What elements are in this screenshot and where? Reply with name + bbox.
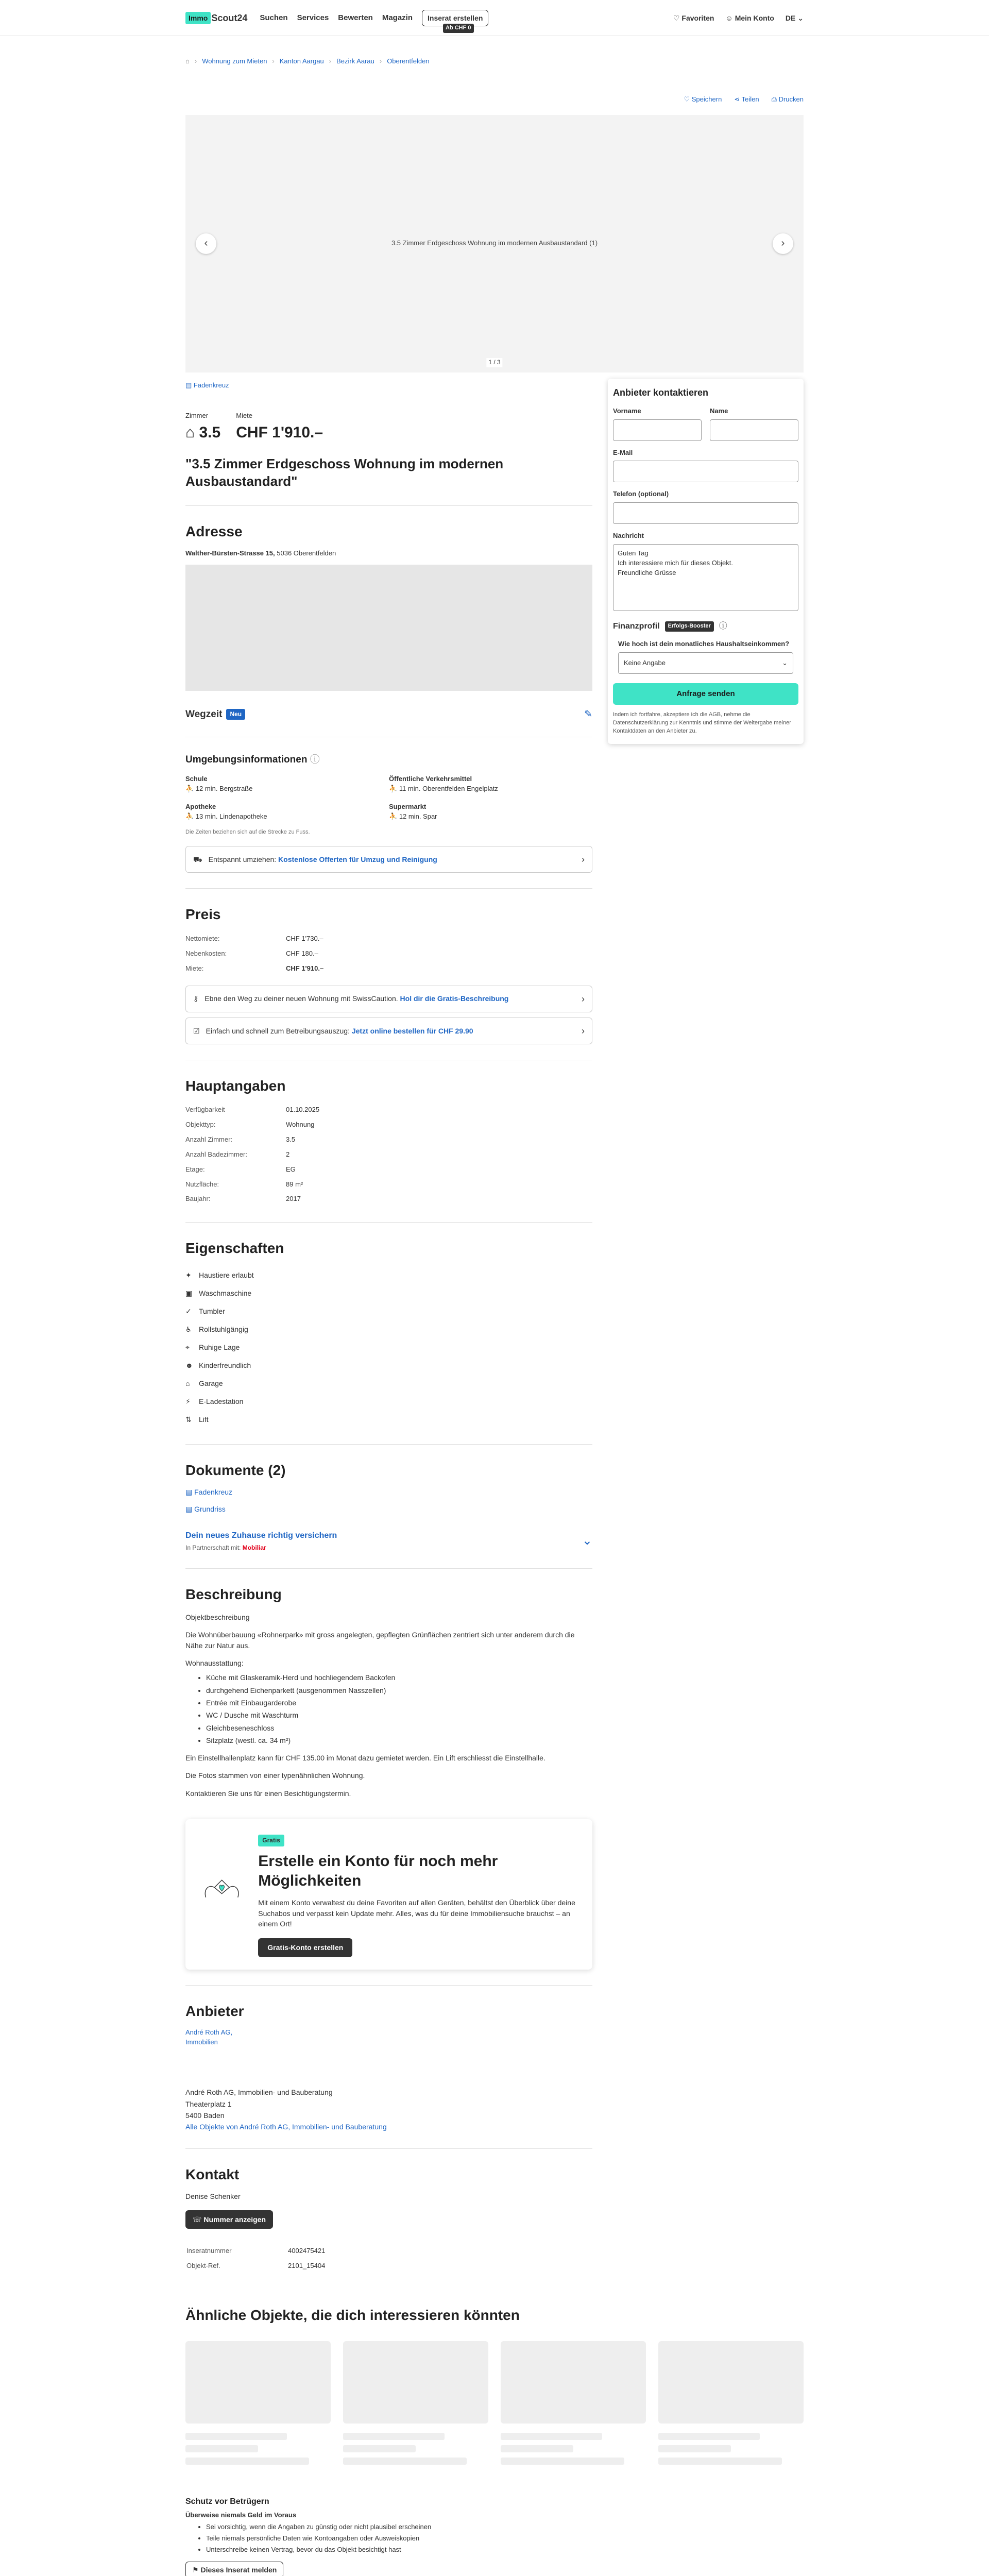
chevron-right-icon: › bbox=[582, 1025, 585, 1036]
listing-actions bbox=[185, 66, 804, 105]
chevron-right-icon: › bbox=[582, 993, 585, 1004]
description-paragraph: Wohnausstattung: bbox=[185, 1659, 244, 1668]
fraud-list bbox=[185, 2522, 804, 2555]
document-link[interactable] bbox=[185, 1504, 592, 1514]
income-select-value: Keine Angabe bbox=[624, 658, 666, 667]
info-key: Anzahl Badezimmer: bbox=[185, 1150, 247, 1158]
list-item: • Küche mit Glaskeramik-Herd und hochliegendem Backofen bbox=[206, 1672, 592, 1683]
table-row bbox=[185, 1117, 319, 1132]
promo-text: Ebne den Weg zu deiner neuen Wohnung mit SwissCaution. bbox=[204, 994, 398, 1003]
language-switch[interactable] bbox=[786, 13, 804, 23]
description-heading: Beschreibung bbox=[185, 1586, 282, 1602]
provider-logo[interactable]: André Roth AG, Immobilien bbox=[185, 2028, 233, 2046]
breadcrumb-item[interactable]: Kanton Aargau bbox=[279, 57, 324, 65]
location-icon: ⌖ bbox=[185, 1343, 190, 1352]
signup-heading: Erstelle ein Konto für noch mehr Möglichkeiten bbox=[258, 1853, 498, 1889]
env-key: Öffentliche Verkehrsmittel bbox=[389, 775, 472, 783]
paw-icon: ✦ bbox=[185, 1271, 192, 1280]
form-legal-text: Indem ich fortfahre, akzeptiere ich die AGB, nehme die Datenschutzerklärung zur Kenntnis und stimme der Weitergabe meiner Kontaktdaten an den Anbieter zu. bbox=[613, 711, 791, 734]
chevron-right-icon: › bbox=[582, 854, 585, 865]
table-row bbox=[186, 2259, 325, 2273]
account-label: Mein Konto bbox=[735, 13, 774, 22]
walk-icon: ⛹ bbox=[185, 784, 196, 792]
gallery-counter: 1 / 3 bbox=[486, 358, 502, 367]
first-name-label: Vorname bbox=[613, 406, 641, 415]
main-info-table bbox=[185, 1103, 319, 1207]
feature-label: Rollstuhlgängig bbox=[199, 1325, 248, 1334]
breadcrumb-item[interactable]: Bezirk Aarau bbox=[336, 57, 374, 65]
address-street: Walther-Bürsten-Strasse 15, bbox=[185, 549, 275, 557]
rent-value: CHF 1'910.– bbox=[236, 424, 323, 442]
nav-item-suchen[interactable]: Suchen bbox=[260, 13, 288, 23]
insert-listing-button[interactable] bbox=[422, 10, 488, 31]
insert-price-badge: Ab CHF 0 bbox=[443, 24, 474, 33]
heart-icon: ♡ bbox=[673, 13, 680, 22]
debt-extract-promo[interactable] bbox=[185, 1018, 592, 1044]
provider-heading: Anbieter bbox=[185, 2003, 244, 2019]
contact-sidebar bbox=[608, 379, 804, 2274]
insurance-sub: In Partnerschaft mit: bbox=[185, 1544, 241, 1552]
commute-label: Wegzeit bbox=[185, 708, 223, 720]
divider bbox=[185, 888, 592, 889]
feature-label: Kinderfreundlich bbox=[199, 1361, 251, 1370]
main-info-heading: Hauptangaben bbox=[185, 1077, 286, 1094]
promo-link[interactable]: Hol dir die Gratis-Beschreibung bbox=[400, 994, 509, 1003]
list-item: • durchgehend Eichenparkett (ausgenommen Nasszellen) bbox=[206, 1685, 592, 1696]
washing-machine-icon: ▣ bbox=[185, 1289, 193, 1298]
commute-section bbox=[185, 707, 592, 722]
insert-listing-label: Inserat erstellen bbox=[428, 13, 483, 22]
address-heading: Adresse bbox=[185, 523, 243, 540]
share-button[interactable] bbox=[734, 95, 759, 105]
env-value: 12 min. Bergstraße bbox=[195, 784, 253, 792]
description-paragraph: Die Wohnüberbauung «Rohnerpark» mit gross angelegten, gepflegten Grünflächen zentriert sich unter anderem durch die Nähe zur Natur aus. bbox=[185, 1631, 575, 1650]
insurance-partner bbox=[185, 1544, 337, 1552]
info-key: Verfügbarkeit bbox=[185, 1106, 225, 1114]
table-row bbox=[185, 1192, 319, 1207]
heart-icon: ♡ bbox=[684, 95, 692, 103]
address-line bbox=[185, 549, 592, 558]
description-paragraph: Objektbeschreibung bbox=[185, 1613, 250, 1622]
nav-item-services[interactable]: Services bbox=[297, 13, 329, 23]
info-key: Anzahl Zimmer: bbox=[185, 1136, 233, 1143]
info-key: Nutzfläche: bbox=[185, 1180, 219, 1188]
document-label: Grundriss bbox=[194, 1504, 226, 1513]
list-item bbox=[185, 1393, 592, 1411]
price-value: CHF 1'730.– bbox=[286, 935, 323, 942]
elevator-icon: ⇅ bbox=[185, 1415, 192, 1424]
document-icon: ▤ bbox=[185, 1488, 195, 1497]
hands-heart-illustration bbox=[201, 1850, 243, 1927]
main-nav bbox=[260, 12, 413, 24]
id-key: Objekt-Ref. bbox=[186, 2261, 220, 2269]
gratis-badge: Gratis bbox=[258, 1835, 284, 1846]
similar-card-skeleton[interactable] bbox=[185, 2341, 331, 2465]
info-value: 89 m² bbox=[286, 1180, 303, 1188]
env-key: Schule bbox=[185, 775, 208, 783]
account-link[interactable] bbox=[725, 13, 774, 23]
info-value: 3.5 bbox=[286, 1136, 296, 1143]
list-item: • Sitzplatz (westl. ca. 34 m²) bbox=[206, 1735, 592, 1745]
table-row bbox=[185, 961, 323, 976]
provider-name: André Roth AG, Immobilien- und Bauberatung bbox=[185, 2088, 333, 2097]
environment-heading bbox=[185, 753, 592, 767]
address-city: 5036 Oberentfelden bbox=[277, 549, 336, 557]
chevron-down-icon: ⌄ bbox=[797, 13, 804, 22]
floorplan-label: Fadenkreuz bbox=[193, 381, 229, 389]
chevron-down-icon[interactable]: ⌄ bbox=[582, 1533, 592, 1548]
info-value: 2 bbox=[286, 1150, 290, 1158]
feature-label: Haustiere erlaubt bbox=[199, 1271, 254, 1280]
listing-title: "3.5 Zimmer Erdgeschoss Wohnung im modernen Ausbaustandard" bbox=[185, 455, 504, 489]
list-item bbox=[185, 1375, 592, 1393]
breadcrumb-separator: › bbox=[272, 57, 275, 65]
list-item: • Gleichbeseneschloss bbox=[206, 1723, 592, 1733]
document-icon: ▤ bbox=[185, 381, 194, 389]
env-value: 13 min. Lindenapotheke bbox=[195, 812, 267, 820]
table-row bbox=[185, 1147, 319, 1162]
info-value: 2017 bbox=[286, 1195, 301, 1203]
documents-list bbox=[185, 1487, 592, 1514]
price-value: CHF 180.– bbox=[286, 949, 318, 957]
edit-icon[interactable]: ✎ bbox=[584, 708, 592, 720]
documents-heading: Dokumente (2) bbox=[185, 1462, 286, 1478]
favorites-label: Favoriten bbox=[681, 13, 714, 22]
breadcrumb bbox=[185, 36, 804, 66]
breadcrumb-separator: › bbox=[194, 57, 197, 65]
env-key: Apotheke bbox=[185, 802, 216, 810]
key-icon: ⚷ bbox=[193, 994, 199, 1003]
phone-icon: ☏ bbox=[193, 2215, 204, 2224]
fraud-protection bbox=[185, 2496, 804, 2576]
walk-icon: ⛹ bbox=[389, 812, 399, 820]
divider bbox=[185, 1222, 592, 1223]
feature-label: Garage bbox=[199, 1379, 223, 1388]
list-item bbox=[185, 1357, 592, 1375]
environment-heading-label: Umgebungsinformationen bbox=[185, 754, 308, 766]
print-button[interactable] bbox=[772, 95, 804, 105]
breadcrumb-item[interactable]: Wohnung zum Mieten bbox=[202, 57, 267, 65]
promo-link[interactable]: Jetzt online bestellen für CHF 29.90 bbox=[351, 1026, 473, 1035]
phone-field[interactable] bbox=[613, 502, 798, 524]
chevron-left-icon[interactable]: ‹ bbox=[196, 233, 216, 254]
user-icon: ☺ bbox=[725, 13, 733, 22]
show-number-label: Nummer anzeigen bbox=[203, 2215, 266, 2224]
language-label: DE bbox=[785, 13, 796, 22]
similar-heading: Ähnliche Objekte, die dich interessieren könnten bbox=[185, 2307, 520, 2323]
home-icon[interactable]: ⌂ bbox=[185, 57, 190, 65]
income-select[interactable] bbox=[618, 652, 793, 674]
list-item bbox=[185, 1411, 592, 1429]
fraud-sub: Überweise niemals Geld im Voraus bbox=[185, 2511, 297, 2519]
save-label: Speichern bbox=[691, 95, 722, 103]
list-item: • Sei vorsichtig, wenn die Angaben zu günstig oder nicht plausibel erscheinen bbox=[206, 2522, 804, 2532]
new-badge: Neu bbox=[226, 709, 245, 720]
send-request-button[interactable]: Anfrage senden bbox=[613, 683, 798, 705]
header-actions bbox=[673, 13, 804, 23]
table-row bbox=[185, 1177, 319, 1192]
logo-text: Scout24 bbox=[211, 12, 248, 23]
price-key: Nettomiete: bbox=[185, 935, 220, 942]
listing-ids bbox=[185, 2243, 326, 2274]
description-paragraph: Die Fotos stammen von einer typenähnlichen Wohnung. bbox=[185, 1771, 365, 1780]
feature-label: Tumbler bbox=[199, 1307, 225, 1316]
print-icon: ⎙ bbox=[771, 95, 779, 103]
provider-all-listings-link[interactable]: Alle Objekte von André Roth AG, Immobilien- und Bauberatung bbox=[185, 2123, 387, 2131]
list-item bbox=[185, 1266, 592, 1284]
check-icon: ✓ bbox=[185, 1307, 192, 1316]
divider bbox=[185, 1444, 592, 1445]
income-question: Wie hoch ist dein monatliches Haushaltseinkommen? bbox=[618, 640, 790, 648]
description-list bbox=[185, 1672, 592, 1745]
id-value: 2101_15404 bbox=[288, 2261, 326, 2269]
garage-icon: ⌂ bbox=[185, 1379, 190, 1388]
table-row bbox=[185, 1162, 319, 1177]
wheelchair-icon: ♿ bbox=[185, 1325, 192, 1334]
document-label: Fadenkreuz bbox=[194, 1488, 233, 1497]
signup-card bbox=[185, 1819, 592, 1970]
favorites-link[interactable] bbox=[673, 13, 714, 23]
info-value: EG bbox=[286, 1165, 296, 1173]
env-value: 11 min. Oberentfelden Engelplatz bbox=[399, 784, 498, 792]
charging-icon: ⚡ bbox=[185, 1397, 191, 1406]
gallery-image-alt: 3.5 Zimmer Erdgeschoss Wohnung im modernen Ausbaustandard (1) bbox=[391, 239, 598, 247]
chevron-right-icon[interactable]: › bbox=[773, 233, 793, 254]
nav-item-bewerten[interactable]: Bewerten bbox=[338, 13, 373, 23]
floorplan-link[interactable] bbox=[185, 381, 229, 391]
caution-promo[interactable] bbox=[185, 986, 592, 1012]
table-row bbox=[185, 931, 323, 946]
similar-listings bbox=[185, 2305, 804, 2465]
finance-profile-row bbox=[613, 620, 798, 632]
id-key: Inseratnummer bbox=[186, 2246, 232, 2255]
finance-profile-label: Finanzprofil bbox=[613, 622, 660, 631]
walk-icon: ⛹ bbox=[389, 784, 399, 792]
features-list bbox=[185, 1266, 592, 1429]
price-heading: Preis bbox=[185, 906, 221, 923]
create-account-button[interactable]: Gratis-Konto erstellen bbox=[258, 1938, 352, 1957]
email-label: E-Mail bbox=[613, 448, 633, 456]
breadcrumb-separator: › bbox=[379, 57, 382, 65]
message-label: Nachricht bbox=[613, 532, 644, 540]
description-section bbox=[185, 1584, 592, 1799]
last-name-field[interactable] bbox=[710, 419, 798, 441]
breadcrumb-item[interactable]: Oberentfelden bbox=[387, 57, 430, 65]
promo-text: Einfach und schnell zum Betreibungsauszug: bbox=[206, 1026, 350, 1035]
divider bbox=[185, 1985, 592, 1986]
similar-card-skeleton[interactable] bbox=[501, 2341, 646, 2465]
table-row bbox=[186, 2244, 325, 2258]
share-icon: ⋖ bbox=[734, 95, 742, 103]
flag-icon: ⚑ bbox=[192, 2565, 201, 2574]
list-item: • WC / Dusche mit Waschturm bbox=[206, 1710, 592, 1720]
fraud-heading: Schutz vor Betrügern bbox=[185, 2497, 269, 2506]
chevron-down-icon: ⌄ bbox=[782, 658, 788, 667]
table-row bbox=[185, 946, 323, 961]
env-value: 12 min. Spar bbox=[399, 812, 437, 820]
phone-label: Telefon (optional) bbox=[613, 490, 669, 498]
environment-grid bbox=[185, 774, 592, 821]
print-label: Drucken bbox=[778, 95, 804, 103]
info-value: 01.10.2025 bbox=[286, 1106, 320, 1114]
message-field[interactable]: Guten Tag Ich interessiere mich für dieses Objekt. Freundliche Grüsse bbox=[613, 544, 798, 611]
insurance-promo[interactable] bbox=[185, 1530, 592, 1553]
provider-city: 5400 Baden bbox=[185, 2111, 225, 2120]
info-icon[interactable]: ⓘ bbox=[719, 622, 727, 631]
table-row bbox=[185, 1132, 319, 1147]
first-name-field[interactable] bbox=[613, 419, 702, 441]
save-button[interactable] bbox=[684, 95, 722, 105]
report-listing-button[interactable] bbox=[185, 2562, 283, 2576]
document-icon: ▤ bbox=[185, 1504, 195, 1513]
feature-label: Ruhige Lage bbox=[199, 1343, 240, 1352]
contact-form-heading: Anbieter kontaktieren bbox=[613, 387, 709, 398]
feature-label: Waschmaschine bbox=[199, 1289, 252, 1298]
contact-form bbox=[608, 379, 804, 744]
list-item bbox=[185, 1284, 592, 1302]
provider-address bbox=[185, 2087, 592, 2133]
description-paragraph: Ein Einstellhallenplatz kann für CHF 135.00 im Monat dazu gemietet werden. Ein Lift erschliesst die Einstellhalle. bbox=[185, 1754, 545, 1762]
logo-box: Immo bbox=[185, 12, 211, 24]
feature-label: Lift bbox=[199, 1415, 209, 1424]
info-icon[interactable]: ⓘ bbox=[310, 754, 320, 766]
home-icon: ⌂ bbox=[185, 424, 199, 442]
list-item: • Entrée mit Einbaugarderobe bbox=[206, 1698, 592, 1708]
walk-icon: ⛹ bbox=[185, 812, 196, 820]
list-item bbox=[185, 1338, 592, 1357]
moving-promo[interactable] bbox=[185, 846, 592, 873]
booster-badge: Erfolgs-Booster bbox=[665, 621, 714, 632]
price-value: CHF 1'910.– bbox=[286, 964, 324, 972]
nav-item-magazin[interactable]: Magazin bbox=[382, 13, 413, 23]
contact-heading: Kontakt bbox=[185, 2166, 240, 2182]
show-number-button[interactable] bbox=[185, 2210, 273, 2229]
divider bbox=[185, 1568, 592, 1569]
listing-details bbox=[185, 379, 592, 2274]
site-logo[interactable] bbox=[185, 11, 247, 25]
map[interactable] bbox=[185, 565, 592, 691]
features-heading: Eigenschaften bbox=[185, 1240, 284, 1257]
info-key: Etage: bbox=[185, 1165, 205, 1173]
promo-text: Entspannt umziehen: bbox=[208, 855, 277, 864]
divider bbox=[185, 2148, 592, 2149]
price-table bbox=[185, 931, 323, 976]
rooms-label: Zimmer bbox=[185, 411, 209, 419]
mobiliar-logo: Mobiliar bbox=[242, 1544, 266, 1552]
truck-icon: ⛟ bbox=[193, 855, 202, 864]
similar-card-skeleton[interactable] bbox=[343, 2341, 488, 2465]
key-facts bbox=[185, 411, 592, 444]
table-row bbox=[185, 1103, 319, 1117]
info-value: Wohnung bbox=[286, 1121, 315, 1129]
list-item: • Unterschreibe keinen Vertrag, bevor du das Objekt besichtigt hast bbox=[206, 2545, 804, 2555]
environment-hint: Die Zeiten beziehen sich auf die Strecke zu Fuss. bbox=[185, 829, 310, 836]
insurance-title: Dein neues Zuhause richtig versichern bbox=[185, 1531, 337, 1540]
info-key: Baujahr: bbox=[185, 1195, 211, 1203]
promo-link[interactable]: Kostenlose Offerten für Umzug und Reinigung bbox=[278, 855, 437, 864]
document-link[interactable] bbox=[185, 1487, 592, 1497]
id-value: 4002475421 bbox=[288, 2246, 326, 2255]
image-gallery[interactable] bbox=[185, 115, 804, 372]
provider-street: Theaterplatz 1 bbox=[185, 2099, 232, 2108]
rent-label: Miete bbox=[236, 411, 252, 419]
breadcrumb-separator: › bbox=[329, 57, 332, 65]
description-paragraph: Kontaktieren Sie uns für einen Besichtigungstermin. bbox=[185, 1789, 351, 1798]
signup-text: Mit einem Konto verwaltest du deine Favoriten auf allen Geräten, behältst den Überblick über deine Suchabos und verpasst kein Update mehr. Alles, was du für deine Immobiliensuche brauchst – an einem Ort! bbox=[258, 1899, 575, 1928]
contact-person: Denise Schenker bbox=[185, 2192, 241, 2201]
env-key: Supermarkt bbox=[389, 802, 427, 810]
list-item bbox=[185, 1302, 592, 1320]
divider bbox=[185, 505, 592, 506]
top-navigation bbox=[0, 0, 989, 36]
price-key: Nebenkosten: bbox=[185, 949, 227, 957]
similar-card-skeleton[interactable] bbox=[658, 2341, 804, 2465]
info-key: Objekttyp: bbox=[185, 1121, 216, 1129]
document-check-icon: ☑ bbox=[193, 1026, 200, 1035]
child-icon: ☻ bbox=[185, 1361, 193, 1370]
price-key: Miete: bbox=[185, 964, 204, 972]
feature-label: E-Ladestation bbox=[199, 1397, 244, 1406]
list-item bbox=[185, 1320, 592, 1338]
last-name-label: Name bbox=[710, 406, 728, 415]
share-label: Teilen bbox=[741, 95, 759, 103]
list-item: • Teile niemals persönliche Daten wie Kontoangaben oder Ausweiskopien bbox=[206, 2534, 804, 2544]
email-field[interactable] bbox=[613, 461, 798, 482]
rooms-value: 3.5 bbox=[199, 424, 221, 442]
report-listing-label: Dieses Inserat melden bbox=[200, 2565, 277, 2574]
